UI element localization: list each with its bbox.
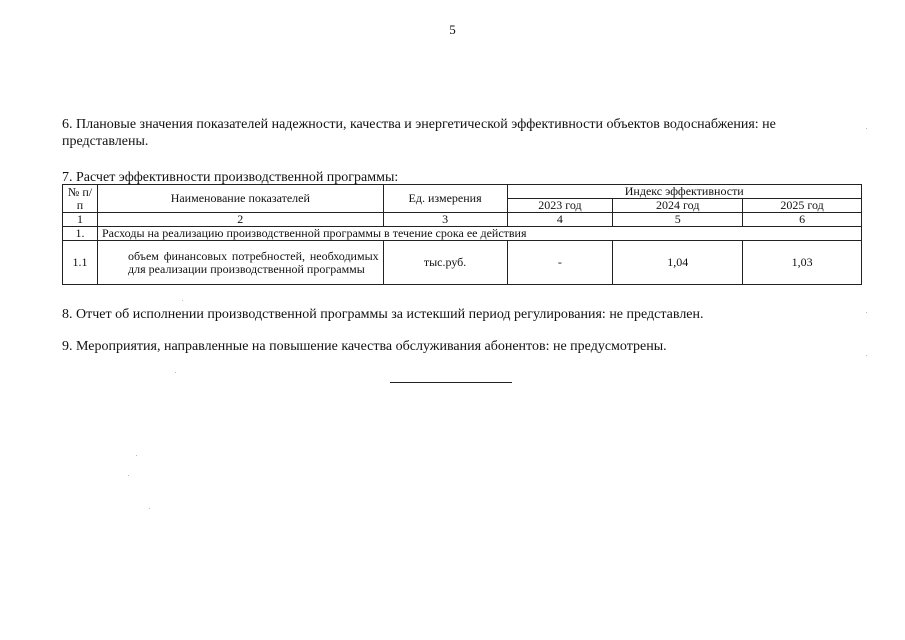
row-value-2025: 1,03 [743, 241, 862, 285]
row-value-2023: - [507, 241, 613, 285]
section-9-paragraph: 9. Мероприятия, направленные на повышение качества обслуживания абонентов: не предусмотрены. [62, 339, 667, 354]
section-row-num: 1. [63, 227, 98, 241]
header-year-2023: 2023 год [507, 199, 613, 213]
scan-speck [866, 128, 867, 129]
efficiency-table [62, 184, 862, 285]
row-num: 1.1 [63, 241, 98, 285]
column-number: 6 [743, 213, 862, 227]
header-year-2025: 2025 год [743, 199, 862, 213]
column-number-row [63, 213, 862, 227]
scan-speck [866, 355, 867, 356]
row-unit: тыс.руб. [383, 241, 507, 285]
end-divider-line [390, 382, 512, 383]
column-number: 3 [383, 213, 507, 227]
section-6-paragraph: 6. Плановые значения показателей надежности, качества и энергетической эффективности объектов водоснабжения: не представлены. [62, 117, 776, 149]
section-row [63, 227, 862, 241]
header-index-group: Индекс эффективности [507, 185, 862, 199]
row-value-2024: 1,04 [613, 241, 743, 285]
column-number: 1 [63, 213, 98, 227]
header-unit: Ед. измерения [383, 185, 507, 213]
header-num: № п/п [63, 185, 98, 213]
section-7-title: 7. Расчет эффективности производственной программы: [62, 170, 399, 185]
column-number: 5 [613, 213, 743, 227]
row-name: объем финансовых потребностей, необходимых для реализации производственной программы [97, 241, 383, 285]
scan-speck [175, 372, 176, 373]
scan-speck [182, 300, 183, 301]
header-name: Наименование показателей [97, 185, 383, 213]
scan-speck [149, 508, 150, 509]
header-year-2024: 2024 год [613, 199, 743, 213]
column-number: 2 [97, 213, 383, 227]
scan-speck [136, 455, 137, 456]
table-row [63, 241, 862, 285]
section-row-text: Расходы на реализацию производственной программы в течение срока ее действия [97, 227, 861, 241]
scan-speck [866, 312, 867, 313]
column-number: 4 [507, 213, 613, 227]
scan-speck [128, 475, 129, 476]
section-8-paragraph: 8. Отчет об исполнении производственной программы за истекший период регулирования: не представлен. [62, 307, 704, 322]
page-number: 5 [449, 22, 456, 37]
table-header-row [63, 185, 862, 199]
